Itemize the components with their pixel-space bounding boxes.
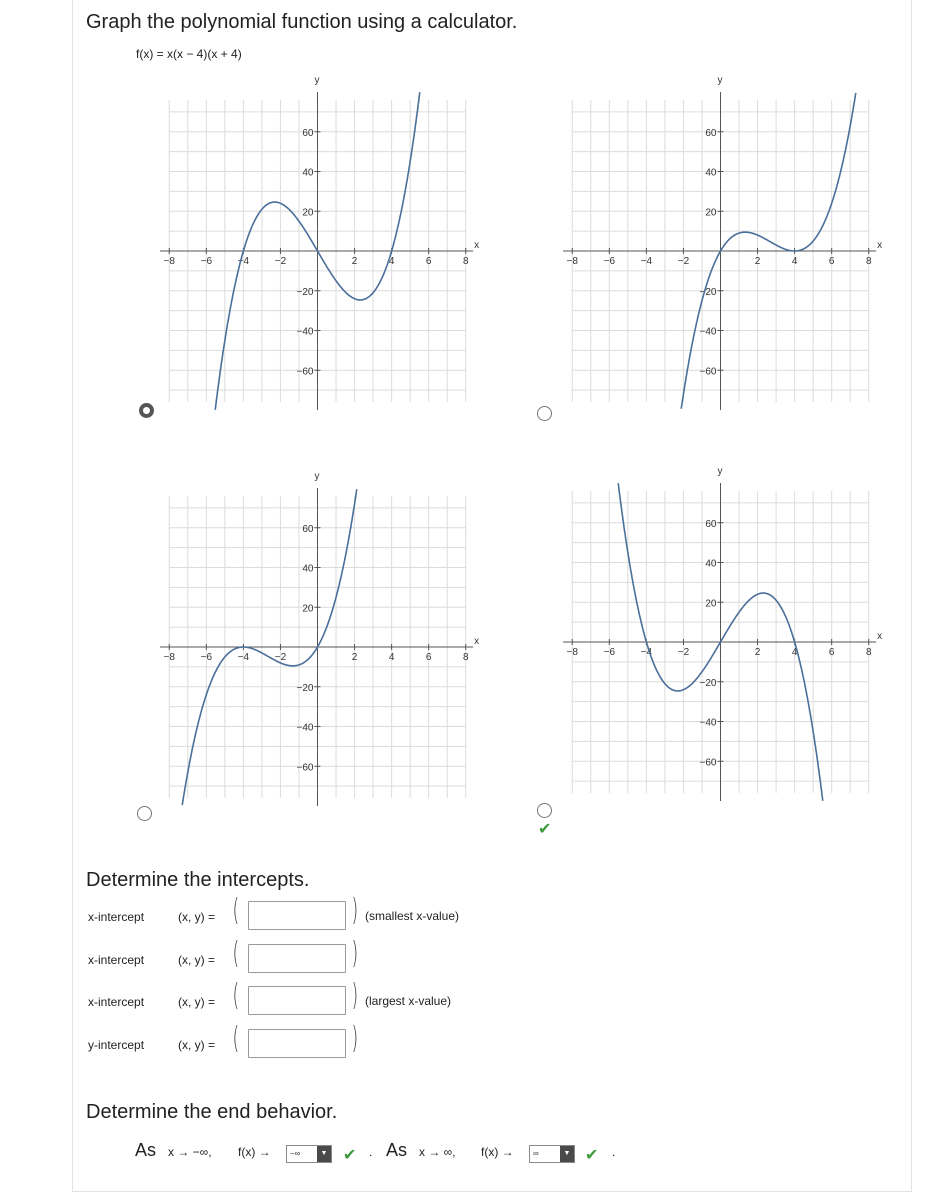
intercept-row-note: (largest x-value) bbox=[365, 994, 452, 1008]
y-tick-label: 20 bbox=[705, 598, 717, 610]
period-left: . bbox=[369, 1145, 373, 1159]
y-axis-label: y bbox=[717, 75, 723, 86]
right-condition: x → ∞, bbox=[419, 1145, 456, 1159]
question-title: Graph the polynomial function using a calculator. bbox=[86, 11, 518, 33]
y-tick-label: 60 bbox=[302, 127, 314, 139]
x-tick-label: 8 bbox=[865, 256, 872, 267]
x-axis-label: x bbox=[877, 631, 883, 642]
x-tick-label: 8 bbox=[865, 647, 872, 658]
open-paren: ( bbox=[232, 978, 240, 1013]
x-tick-label: −8 bbox=[566, 256, 578, 267]
x-tick-label: −6 bbox=[200, 256, 213, 267]
y-tick-label: 20 bbox=[302, 207, 314, 219]
x-tick-label: 6 bbox=[828, 647, 835, 658]
open-paren: ( bbox=[232, 893, 240, 928]
x-tick-label: 2 bbox=[754, 256, 761, 267]
radio-option-c[interactable] bbox=[137, 806, 152, 821]
y-tick-label: 60 bbox=[705, 127, 717, 139]
y-tick-label: −20 bbox=[699, 286, 717, 298]
intercept-row-label: x-intercept bbox=[88, 910, 145, 924]
left-end-behavior-value: −∞ bbox=[290, 1149, 301, 1158]
x-tick-label: 2 bbox=[351, 256, 358, 267]
right-check-icon: ✔ bbox=[585, 1147, 599, 1164]
y-tick-label: −40 bbox=[296, 326, 314, 338]
x-tick-label: −4 bbox=[640, 256, 653, 267]
x-tick-label: −6 bbox=[200, 652, 213, 663]
y-tick-label: −40 bbox=[296, 722, 314, 734]
y-tick-label: −60 bbox=[296, 762, 314, 774]
close-paren: ) bbox=[351, 893, 359, 928]
x-tick-label: 4 bbox=[791, 647, 798, 658]
x-tick-label: 4 bbox=[388, 256, 395, 267]
function-text: f(x) = x(x − 4)(x + 4) bbox=[136, 47, 242, 61]
x-tick-label: −4 bbox=[640, 647, 653, 658]
as-word-right: As bbox=[386, 1140, 408, 1160]
x-tick-label: −8 bbox=[163, 256, 175, 267]
close-paren: ) bbox=[351, 936, 359, 971]
intercept-row-label: x-intercept bbox=[88, 995, 145, 1009]
intercept-row-xy: (x, y) = bbox=[178, 910, 216, 924]
y-axis-label: y bbox=[314, 471, 320, 482]
x-tick-label: 2 bbox=[754, 647, 761, 658]
x-tick-label: 4 bbox=[791, 256, 798, 267]
y-tick-label: −60 bbox=[699, 366, 717, 378]
left-check-icon: ✔ bbox=[343, 1147, 357, 1164]
graph-option-d bbox=[543, 463, 888, 813]
option-d-check-icon: ✔ bbox=[538, 821, 552, 838]
intercept-row-note: (smallest x-value) bbox=[365, 909, 460, 923]
y-tick-label: 40 bbox=[302, 167, 314, 179]
x-tick-label: −2 bbox=[677, 647, 690, 658]
intercept-row-xy: (x, y) = bbox=[178, 1038, 216, 1052]
chevron-down-icon: ▼ bbox=[560, 1146, 574, 1162]
x-tick-label: −2 bbox=[274, 652, 287, 663]
y-tick-label: 60 bbox=[705, 518, 717, 530]
left-fx: f(x) → bbox=[238, 1145, 271, 1159]
radio-option-d[interactable] bbox=[537, 803, 552, 818]
period-right: . bbox=[612, 1145, 616, 1159]
open-paren: ( bbox=[232, 936, 240, 971]
x-tick-label: −6 bbox=[603, 256, 616, 267]
x-tick-label: −2 bbox=[274, 256, 287, 267]
y-tick-label: −60 bbox=[296, 366, 314, 378]
radio-option-b[interactable] bbox=[537, 406, 552, 421]
close-paren: ) bbox=[351, 978, 359, 1013]
x-tick-label: −6 bbox=[603, 647, 616, 658]
y-tick-label: 20 bbox=[705, 207, 717, 219]
y-tick-label: 40 bbox=[705, 167, 717, 179]
right-end-behavior-value: ∞ bbox=[533, 1149, 539, 1158]
right-end-behavior-select[interactable] bbox=[529, 1145, 575, 1163]
x-tick-label: −4 bbox=[237, 256, 250, 267]
left-end-behavior-select[interactable] bbox=[286, 1145, 332, 1163]
x-intercept-smallest-input[interactable] bbox=[248, 901, 346, 930]
open-paren: ( bbox=[232, 1021, 240, 1056]
y-axis-label: y bbox=[314, 75, 320, 86]
y-tick-label: 40 bbox=[705, 558, 717, 570]
x-axis-label: x bbox=[877, 240, 883, 251]
x-intercept-largest-input[interactable] bbox=[248, 986, 346, 1015]
chevron-down-icon: ▼ bbox=[317, 1146, 331, 1162]
graph-option-c bbox=[140, 468, 485, 818]
x-tick-label: 6 bbox=[828, 256, 835, 267]
intercept-row-label: y-intercept bbox=[88, 1038, 145, 1052]
as-word-left: As bbox=[135, 1140, 157, 1160]
x-tick-label: 6 bbox=[425, 256, 432, 267]
close-paren: ) bbox=[351, 1021, 359, 1056]
x-tick-label: −2 bbox=[677, 256, 690, 267]
x-tick-label: −8 bbox=[163, 652, 175, 663]
intercept-row-xy: (x, y) = bbox=[178, 995, 216, 1009]
left-condition: x → −∞, bbox=[168, 1145, 212, 1159]
y-tick-label: −60 bbox=[699, 757, 717, 769]
y-tick-label: −20 bbox=[296, 286, 314, 298]
intercept-row-label: x-intercept bbox=[88, 953, 145, 967]
intercepts-heading: Determine the intercepts. bbox=[86, 869, 310, 891]
y-tick-label: 20 bbox=[302, 603, 314, 615]
y-tick-label: −20 bbox=[699, 677, 717, 689]
y-tick-label: −20 bbox=[296, 682, 314, 694]
x-axis-label: x bbox=[474, 636, 480, 647]
end-behavior-heading: Determine the end behavior. bbox=[86, 1101, 338, 1123]
x-tick-label: 4 bbox=[388, 652, 395, 663]
y-tick-label: −40 bbox=[699, 326, 717, 338]
x-axis-label: x bbox=[474, 240, 480, 251]
x-tick-label: 8 bbox=[462, 652, 469, 663]
x-tick-label: 6 bbox=[425, 652, 432, 663]
x-tick-label: 8 bbox=[462, 256, 469, 267]
x-tick-label: −4 bbox=[237, 652, 250, 663]
x-intercept-middle-input[interactable] bbox=[248, 944, 346, 973]
y-tick-label: 40 bbox=[302, 563, 314, 575]
y-axis-label: y bbox=[717, 466, 723, 477]
y-tick-label: −40 bbox=[699, 717, 717, 729]
right-fx: f(x) → bbox=[481, 1145, 514, 1159]
x-tick-label: −8 bbox=[566, 647, 578, 658]
y-tick-label: 60 bbox=[302, 523, 314, 535]
x-tick-label: 2 bbox=[351, 652, 358, 663]
radio-option-a[interactable] bbox=[139, 403, 154, 418]
graph-option-b bbox=[543, 72, 888, 422]
y-intercept-input[interactable] bbox=[248, 1029, 346, 1058]
graph-option-a bbox=[140, 72, 485, 422]
intercept-row-xy: (x, y) = bbox=[178, 953, 216, 967]
